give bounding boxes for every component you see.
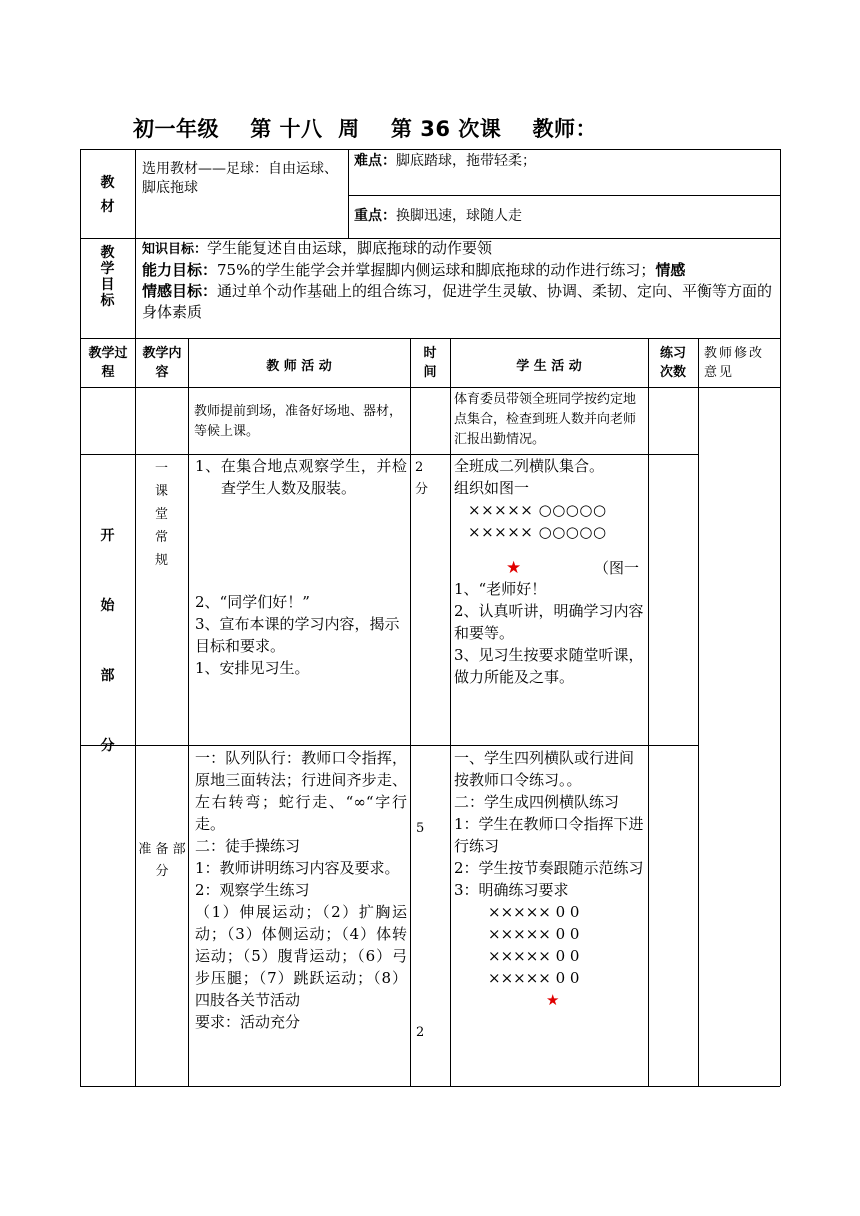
col-time: 时间 [423,346,437,380]
prepare-student-activity: 一、学生四列横队或行进间按教师口令练习。。 二：学生成四例横队练习 1：学生在教师口令指挥下进行练习 2：学生按节奏跟随示范练习 3：明确练习要求 ××××× 0 0 ××××× 0 0 ××××× 0 0 ××××× 0 0 ★ [454,747,646,1011]
formation-row: ××××× 0 0 [488,947,580,965]
col-process: 教学过程 [88,346,128,380]
col-student: 学 生 活 动 [516,359,582,374]
formation-row: ××××× ○○○○○ [468,501,607,519]
prepare-section-content: 准 备 部分 [138,842,186,879]
prepare-teacher-activity: 一：队列队行：教师口令指挥，原地三面转法；行进间齐步走、左右转弯；蛇行走、“∞“字行走。 二：徒手操练习 1：教师讲明练习内容及要求。 2：观察学生练习 （1）伸展运动；（2）扩胸运动；（3）体侧运动；（4）体转运动；（5）腹背运动；（6）弓步压腿；（7）跳跃运动；（8）四肢各关节活动 要求：活动充分 [195,749,407,1031]
col-practice: 练习次数 [659,346,686,380]
start-section-label: 开始部分 [100,528,115,754]
teacher-position-star-icon: ★ [546,991,560,1009]
start-time: 2 分 [415,460,429,497]
material-content: 选用教材——足球：自由运球、脚底拖球 [142,161,338,196]
difficulty-point: 难点：脚底踏球，拖带轻柔； [354,153,536,169]
start-section-content: 一课堂常规 [154,461,168,568]
col-teacher: 教 师 活 动 [266,359,332,374]
formation-row: ××××× 0 0 [488,969,580,987]
col-notes: 教师修改意见 [704,346,765,380]
formation-row: ××××× 0 0 [488,925,580,943]
formation-row: ××××× ○○○○○ [468,523,607,541]
col-content: 教学内容 [142,346,182,380]
teacher-position-star-icon: ★ [506,558,522,578]
formation-row: ××××× 0 0 [488,903,580,921]
pre-student-activity: 体育委员带领全班同学按约定地点集合，检查到班人数并向老师汇报出勤情况。 [454,392,637,447]
goals-label: 教学目标 [100,245,115,309]
key-point: 重点：换脚迅速，球随人走 [354,208,522,224]
prepare-time-2: 2 [416,1025,425,1040]
goals-content: 知识目标：学生能复述自由运球，脚底拖球的动作要领 能力目标：75%的学生能学会并掌握脚内侧运球和脚底拖球的动作进行练习；情感 情感目标：通过单个动作基础上的组合练习，促进学生灵敏、协调、柔韧、定向、平衡等方面的身体素质 [142,239,773,321]
pre-teacher-activity: 教师提前到场，准备好场地、器材，等候上课。 [194,404,403,439]
start-student-activity: 全班成二列横队集合。 组织如图一 ××××× ○○○○○ ××××× ○○○○○ ★ （图一 1、“老师好！ 2、认真听讲，明确学习内容和要等。 3、见习生按要求随堂听课，做力所能及之事。 [454,455,646,688]
prepare-time-1: 5 [416,821,425,836]
start-teacher-activity: 1、在集合地点观察学生，并检查学生人数及服装。 2、“同学们好！” 3、宣布本课的学习内容，揭示目标和要求。 1、安排见习生。 [195,457,407,677]
page-title: 初一年级 第 十八 周 第 36 次课 教师： [133,117,598,141]
material-label: 教材 [100,175,115,215]
